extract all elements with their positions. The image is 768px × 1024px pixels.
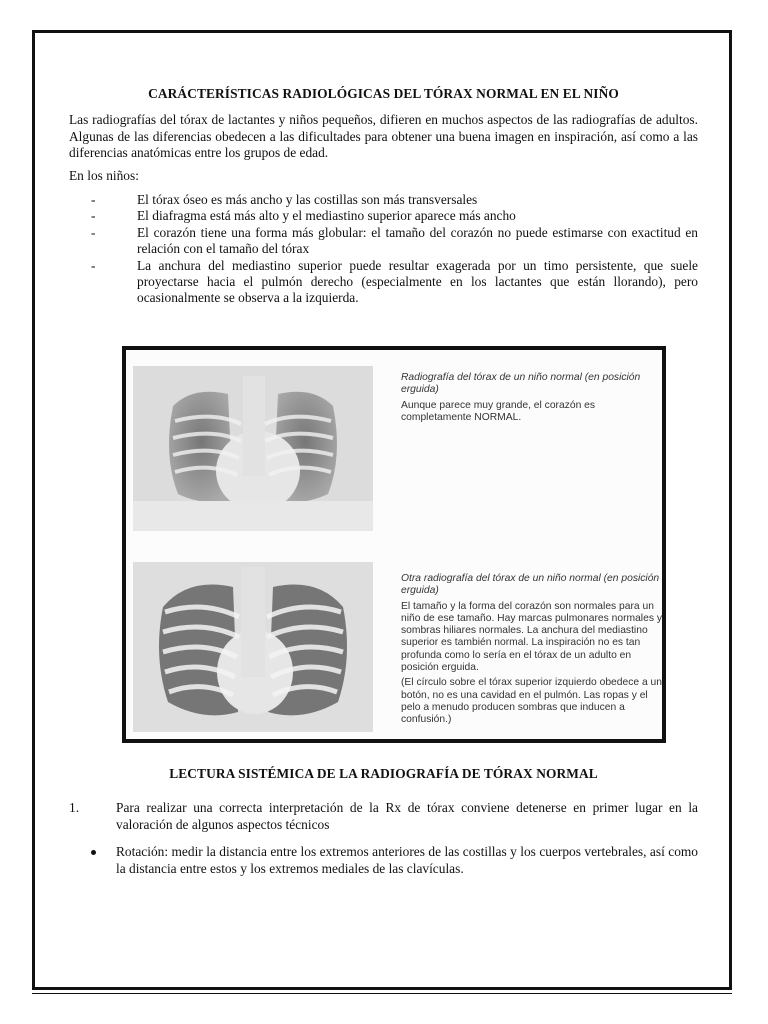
caption-text: Aunque parece muy grande, el corazón es completamente NORMAL. [401, 399, 596, 423]
caption-note: (El círculo sobre el tórax superior izquierdo obedece a un botón, no es una cavidad en el pulmón. Las ropas y el pelo a menudo producen sombras que inducen a confusión.) [401, 677, 662, 726]
list-item [91, 208, 698, 224]
list-item [91, 225, 698, 258]
dash-marker: - [91, 208, 96, 224]
section-subtitle: LECTURA SISTÉMICA DE LA RADIOGRAFÍA DE TÓRAX NORMAL [169, 766, 598, 781]
numbered-item [69, 800, 698, 833]
xray-figure [122, 346, 666, 743]
characteristics-list [69, 192, 698, 307]
systematic-reading-section [69, 766, 698, 877]
dash-marker: - [91, 192, 96, 208]
list-item-text: La anchura del mediastino superior puede resultar exagerada por un timo persistente, que suele proyectarse hacia el pulmón derecho (especialmente en los lactantes que están llorando), pero ocasionalmente se observa a la izquierda. [137, 257, 698, 306]
chest-xray-image-1 [133, 366, 373, 531]
list-item [91, 258, 698, 307]
caption-title: Radiografía del tórax de un niño normal (en posición erguida) [401, 372, 641, 396]
list-item-text: El tórax óseo es más ancho y las costillas son más transversales [137, 192, 478, 208]
bullet-item [69, 844, 698, 877]
document-body [69, 83, 698, 307]
bullet-item-text: Rotación: medir la distancia entre los extremos anteriores de las costillas y los cuerpos vertebrales, así como la distancia entre estos y los extremos mediales de las clavículas. [116, 844, 698, 876]
list-item-text: El diafragma está más alto y el mediastino superior aparece más ancho [137, 208, 516, 224]
dash-marker: - [91, 257, 96, 273]
dash-marker: - [91, 224, 96, 240]
caption-title: Otra radiografía del tórax de un niño normal (en posición erguida) [401, 573, 660, 597]
caption-second-xray [401, 573, 663, 730]
bullet-dot [91, 850, 96, 855]
list-item-text: El corazón tiene una forma más globular: el tamaño del corazón no puede estimarse con exactitud en relación con el tamaño del tórax [137, 224, 698, 257]
numbered-item-text: Para realizar una correcta interpretación de la Rx de tórax conviene detenerse en primer lugar en la valoración de algunos aspectos técnicos [116, 800, 698, 832]
item-number: 1. [69, 800, 80, 816]
list-item [91, 192, 698, 208]
chest-xray-image-2 [133, 562, 373, 732]
caption-first-xray [401, 372, 663, 427]
intro-paragraph: Las radiografías del tórax de lactantes y niños pequeños, difieren en muchos aspectos de las radiografías de adultos. Algunas de las diferencias obedecen a las dificultades para obtener una buena imagen en inspiración, así como a las diferencias anatómicas entre los grupos de edad. [69, 112, 698, 161]
caption-text: El tamaño y la forma del corazón son normales para un niño de ese tamaño. Hay marcas pulmonares normales y sombras hiliares normales. La anchura del mediastino superior es también normal. La inspiración no es tan profunda como lo sería en el tórax de un adulto en posición erguida. [401, 600, 662, 674]
document-title: CARÁCTERÍSTICAS RADIOLÓGICAS DEL TÓRAX NORMAL EN EL NIÑO [148, 86, 619, 101]
children-label: En los niños: [69, 167, 139, 183]
